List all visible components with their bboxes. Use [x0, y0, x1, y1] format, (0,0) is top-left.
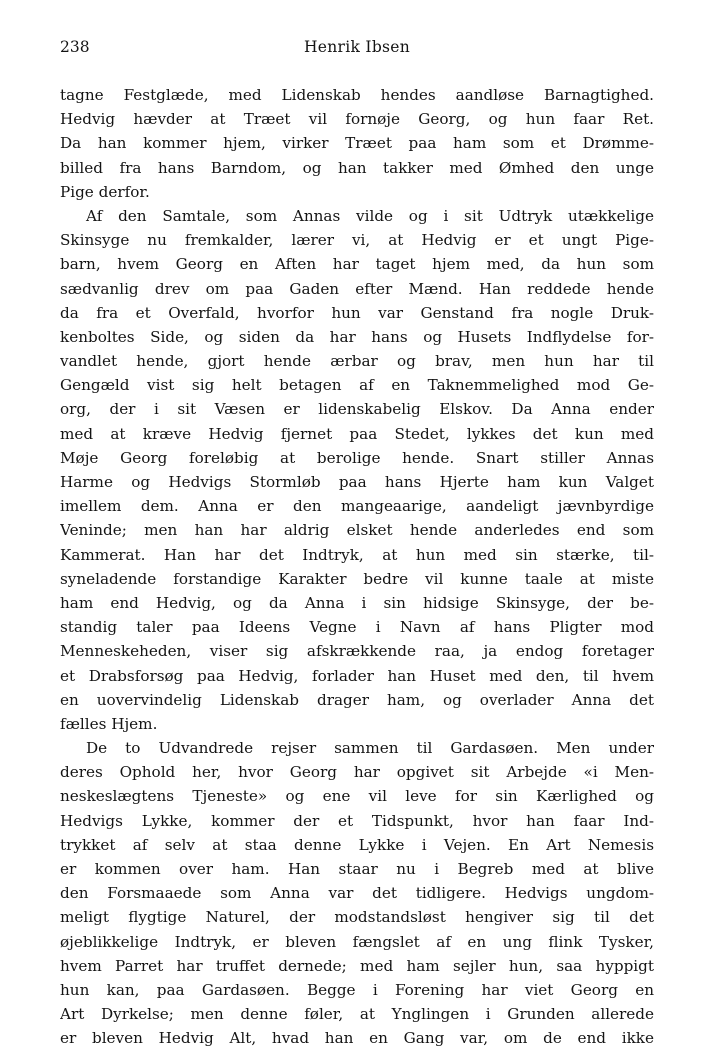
text-line: vandlet hende, gjort hende ærbar og brav, men hun har til [60, 352, 654, 371]
text-line: Kammerat. Han har det Indtryk, at hun med sin stærke, til- [60, 545, 654, 564]
book-page [60, 38, 654, 1051]
paragraph-first-line: De to Udvandrede rejser sammen til Gardasøen. Men under [86, 739, 654, 758]
text-line: ham end Hedvig, og da Anna i sin hidsige Skinsyge, der be- [60, 593, 654, 612]
text-line: standig taler paa Ideens Vegne i Navn af hans Pligter mod [60, 618, 654, 637]
text-line: Gengæld vist sig helt betagen af en Taknemmelighed mod Ge- [60, 376, 654, 395]
text-line: deres Ophold her, hvor Georg har opgivet sit Arbejde «i Men- [60, 763, 654, 782]
page-number: 238 [60, 38, 90, 56]
text-line: med at kræve Hedvig fjernet paa Stedet, lykkes det kun med [60, 424, 654, 443]
text-line: Harme og Hedvigs Stormløb paa hans Hjerte ham kun Valget [60, 473, 654, 491]
text-line: trykket af selv at staa denne Lykke i Vejen. En Art Nemesis [60, 835, 654, 854]
text-line: billed fra hans Barndom, og han takker med Ømhed den unge [60, 158, 654, 177]
text-line: er kommen over ham. Han staar nu i Begreb med at blive [60, 860, 654, 878]
text-line: tagne Festglæde, med Lidenskab hendes aandløse Barnagtighed. [60, 86, 654, 104]
text-line: øjeblikkelige Indtryk, er bleven fængslet af en ung flink Tysker, [60, 932, 654, 951]
text-line: Menneskeheden, viser sig afskrækkende raa, ja endog foretager [60, 642, 654, 661]
text-line: fælles Hjem. [60, 714, 158, 733]
text-line: en uovervindelig Lidenskab drager ham, og overlader Anna det [60, 690, 654, 709]
text-line: er bleven Hedvig Alt, hvad han en Gang var, om de end ikke [60, 1029, 654, 1048]
text-line: Da han kommer hjem, virker Træet paa ham som et Drømme- [60, 134, 654, 153]
text-line: Veninde; men han har aldrig elsket hende anderledes end som [60, 521, 654, 540]
text-line: org, der i sit Væsen er lidenskabelig Elskov. Da Anna ender [60, 400, 654, 419]
page-header [60, 38, 654, 68]
text-line: Art Dyrkelse; men denne føler, at Ynglingen i Grunden allerede [60, 1005, 654, 1024]
text-line: barn, hvem Georg en Aften har taget hjem med, da hun som [60, 255, 654, 274]
text-line: sædvanlig drev om paa Gaden efter Mænd. Han reddede hende [60, 279, 654, 298]
text-line: et Drabsforsøg paa Hedvig, forlader han Huset med den, til hvem [60, 666, 654, 685]
text-line: meligt flygtige Naturel, der modstandsløst hengiver sig til det [60, 908, 654, 927]
paragraph-first-line: Af den Samtale, som Annas vilde og i sit Udtryk utækkelige [86, 206, 654, 225]
text-line: Møje Georg foreløbig at berolige hende. Snart stiller Annas [60, 448, 654, 467]
text-line: neskeslægtens Tjeneste» og ene vil leve for sin Kærlighed og [60, 787, 654, 806]
running-head: Henrik Ibsen [303, 38, 411, 56]
text-line: Pige derfor. [60, 182, 150, 201]
text-line: hun kan, paa Gardasøen. Begge i Forening har viet Georg en [60, 980, 654, 999]
text-line: hvem Parret har truffet dernede; med ham sejler hun, saa hyppigt [60, 956, 654, 975]
text-line: Skinsyge nu fremkalder, lærer vi, at Hedvig er et ungt Pige- [60, 231, 654, 250]
body-text [60, 83, 654, 1051]
text-line: den Forsmaaede som Anna var det tidligere. Hedvigs ungdom- [60, 884, 654, 903]
text-line: imellem dem. Anna er den mangeaarige, aandeligt jævnbyrdige [60, 497, 654, 516]
text-line: kenboltes Side, og siden da har hans og Husets Indflydelse for- [60, 327, 654, 346]
text-line: da fra et Overfald, hvorfor hun var Genstand fra nogle Druk- [60, 303, 654, 322]
text-line: syneladende forstandige Karakter bedre vil kunne taale at miste [60, 569, 654, 588]
text-line: Hedvigs Lykke, kommer der et Tidspunkt, hvor han faar Ind- [60, 811, 654, 830]
text-line: Hedvig hævder at Træet vil fornøje Georg, og hun faar Ret. [60, 110, 654, 129]
